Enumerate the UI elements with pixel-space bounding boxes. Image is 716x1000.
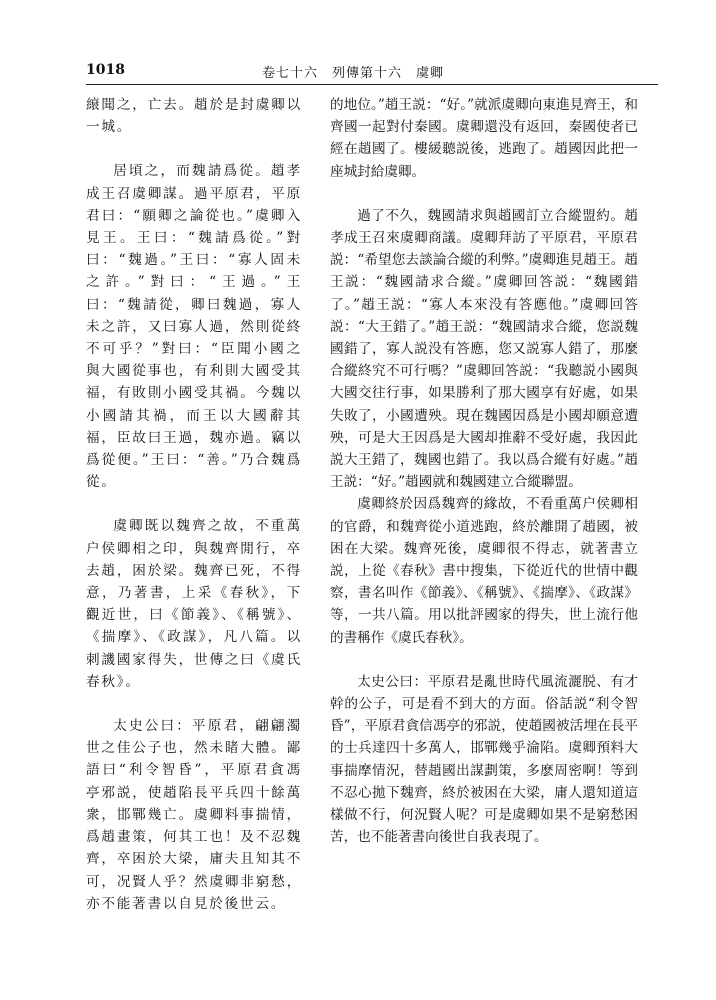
translation-paragraph: 虞卿終於因爲魏齊的緣故，不看重萬户侯卿相的官爵，和魏齊從小道逃跑，終於離開了趙國，被困在大梁。魏齊死後，虞卿很不得志，就著書立説，上從《春秋》書中搜集，下從近代的世情中觀察，書名叫作《節義》、《稱號》、《揣摩》、《政謀》等，一共八篇。用以批評國家的得失，世上流行他的書稱作《虞氏春秋》。 <box>330 496 638 646</box>
classical-paragraph: 虞卿既以魏齊之故，不重萬户侯卿相之印，與魏齊閒行，卒去趙，困於梁。魏齊已死，不得意，乃著書，上采《春秋》，下觀近世，曰《節義》、《稱號》、《揣摩》、《政謀》，凡八篇。以刺譏國家得失，世傳之曰《虞氏春秋》。 <box>86 518 302 690</box>
translation-paragraph: 的地位。”趙王説：“好。”就派虞卿向東進見齊王，和齊國一起對付秦國。虞卿還没有返回，秦國使者已經在趙國了。樓緩聽説後，逃跑了。趙國因此把一座城封給虞卿。 <box>330 97 638 180</box>
translation-text-column <box>330 94 638 980</box>
page-number: 1018 <box>86 62 125 78</box>
running-head: 卷七十六 列傳第十六 虞卿 <box>262 66 445 81</box>
header-rule <box>86 84 658 85</box>
translation-paragraph: 過了不久，魏國請求與趙國訂立合縱盟約。趙孝成王召來虞卿商議。虞卿拜訪了平原君，平原君説：“希望您去談論合縱的利弊。”虞卿進見趙王。趙王説：“魏國請求合縱。”虞卿回答説：“魏國錯了。”趙王説：“寡人本來没有答應他。”虞卿回答説：“大王錯了。”趙王説：“魏國請求合縱，您説魏國錯了，寡人説没有答應，您又説寡人錯了，那麼合縱終究不可行嗎？”虞卿回答説：“我聽説小國與大國交往行事，如果勝利了那大國享有好處，如果失敗了，小國遭殃。現在魏國因爲是小國却願意遭殃，可是大王因爲是大國却推辭不受好處，我因此説大王錯了，魏國也錯了。我以爲合縱有好處。”趙王説：“好。”趙國就和魏國建立合縱聯盟。 <box>330 207 638 491</box>
classical-paragraph: 居頃之，而魏請爲從。趙孝成王召虞卿謀。過平原君，平原君曰：“願卿之論從也。”虞卿入見王。王曰：“魏請爲從。”對曰：“魏過。”王曰：“寡人固未之許。”對曰：“王過。”王曰：“魏請從，卿曰魏過，寡人未之許，又曰寡人過，然則從終不可乎？”對曰：“臣聞小國之與大國從事也，有利則大國受其福，有敗則小國受其禍。今魏以小國請其禍，而王以大國辭其福，臣故曰王過，魏亦過。竊以爲從便。”王曰：“善。”乃合魏爲從。 <box>86 163 302 491</box>
classical-paragraph: 太史公曰：平原君，翩翩濁世之佳公子也，然未睹大體。鄙語曰“利令智昏”，平原君貪馮亭邪説，使趙陷長平兵四十餘萬衆，邯鄲幾亡。虞卿料事揣情，爲趙畫策，何其工也！及不忍魏齊，卒困於大梁，庸夫且知其不可，况賢人乎？然虞卿非窮愁，亦不能著書以自見於後世云。 <box>86 718 302 912</box>
classical-text-column <box>86 94 302 980</box>
classical-paragraph: 縗聞之，亡去。趙於是封虞卿以一城。 <box>86 97 302 136</box>
translation-paragraph: 太史公曰：平原君是亂世時代風流灑脱、有才幹的公子，可是看不到大的方面。俗話説“利令智昏”，平原君貪信馮亭的邪説，使趙國被活埋在長平的士兵達四十多萬人，邯鄲幾乎淪陷。虞卿預料大事揣摩情況，替趙國出謀劃策，多麽周密啊！等到不忍心拋下魏齊，終於被困在大梁，庸人還知道這樣做不行，何況賢人呢？可是虞卿如果不是窮愁困苦，也不能著書向後世自我表現了。 <box>330 673 638 846</box>
